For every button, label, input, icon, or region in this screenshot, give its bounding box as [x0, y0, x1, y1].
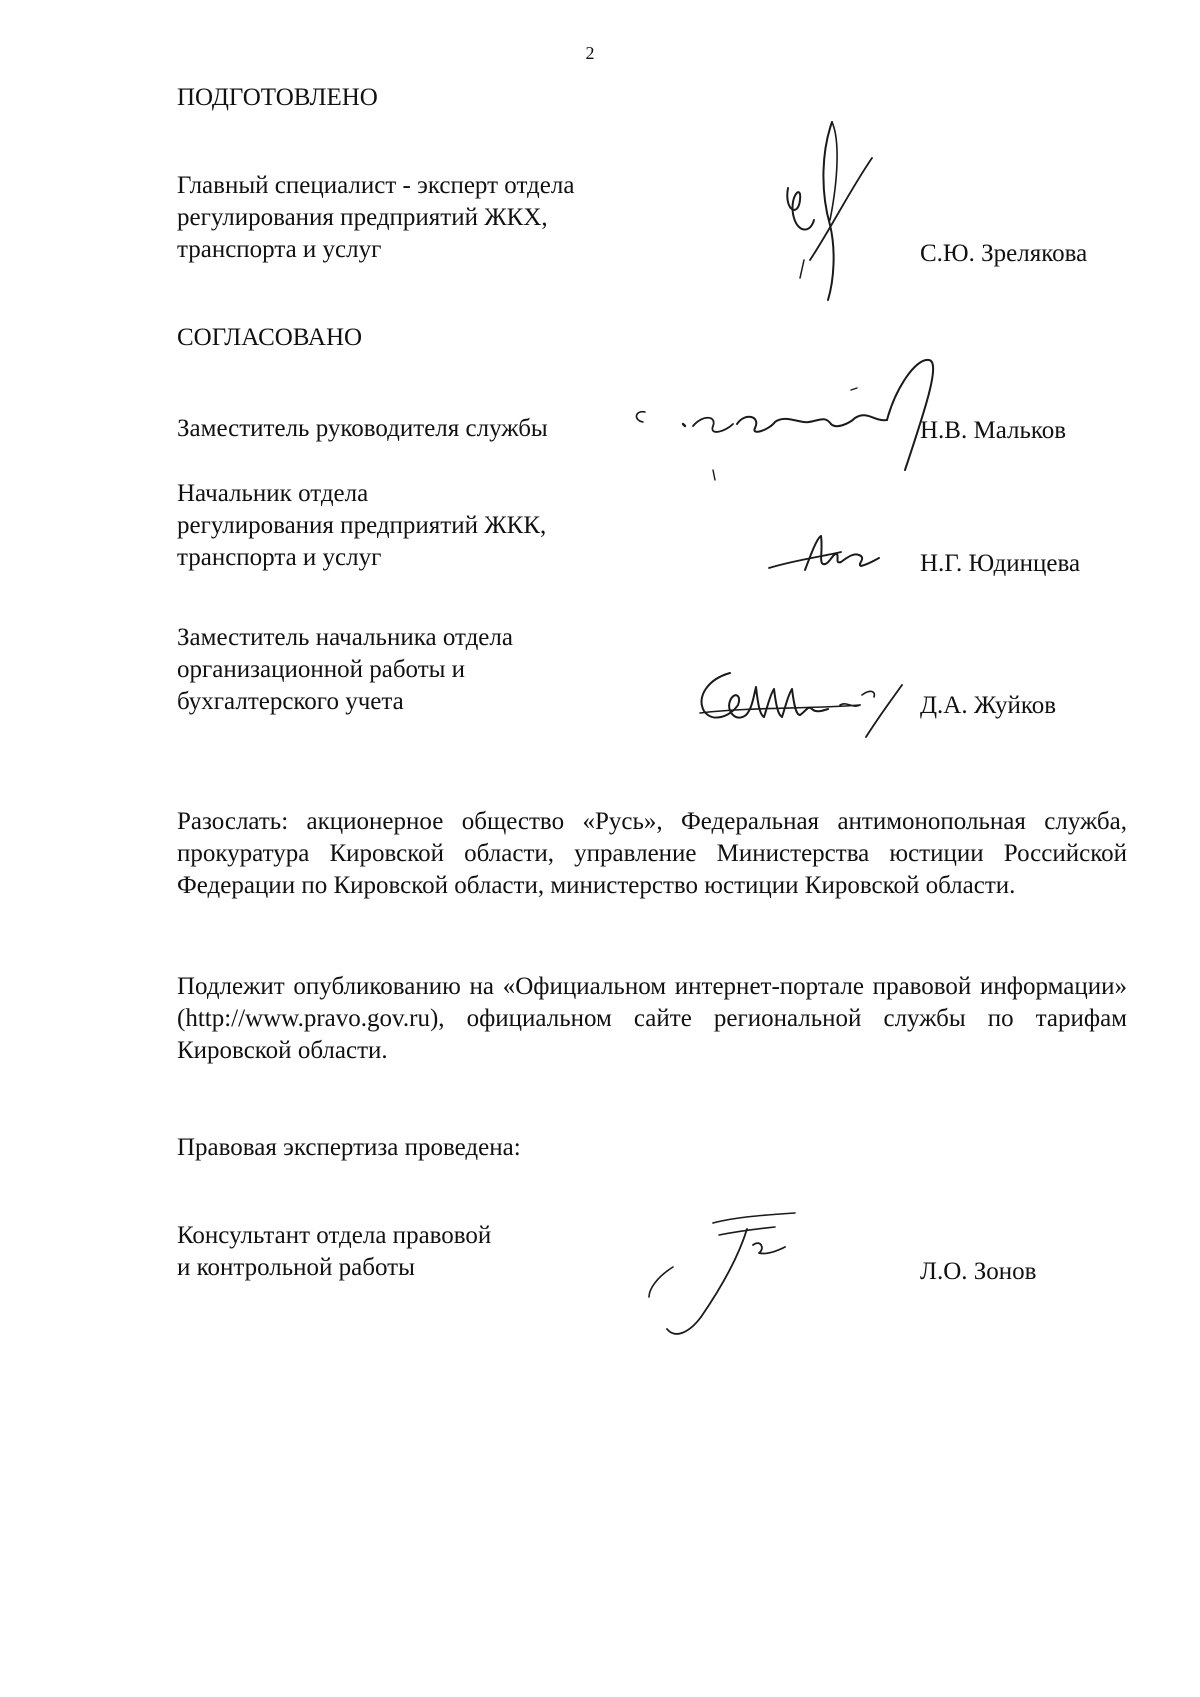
prepared-heading: ПОДГОТОВЛЕНО: [177, 84, 378, 111]
prepared-position-line-3: транспорта и услуг: [177, 236, 382, 263]
legal-review-position-line-2: и контрольной работы: [177, 1254, 415, 1281]
agreed-signatory-2-position-line-3: транспорта и услуг: [177, 544, 382, 571]
prepared-position-line-1: Главный специалист - эксперт отдела: [177, 172, 575, 199]
agreed-signatory-1-name: Н.В. Мальков: [920, 417, 1067, 444]
publication-paragraph: Подлежит опубликованию на «Официальном интернет-портале правовой информации» (http://www.pravo.gov.ru), официальном сайте региональной службы по тарифам Кировской области.: [177, 973, 1127, 1064]
agreed-signatory-1-position: Заместитель руководителя службы: [177, 415, 548, 442]
page-number: 2: [585, 43, 595, 63]
agreed-heading: СОГЛАСОВАНО: [177, 324, 363, 351]
agreed-signatory-3-position-line-1: Заместитель начальника отдела: [177, 624, 513, 651]
signature-zhuikov: [690, 665, 905, 745]
agreed-signatory-2-position-line-2: регулирования предприятий ЖКК,: [177, 512, 547, 539]
prepared-position-line-2: регулирования предприятий ЖКХ,: [177, 204, 548, 231]
prepared-signatory-name: С.Ю. Зрелякова: [920, 240, 1088, 267]
signature-zrelyakova: [770, 110, 880, 310]
signature-malkov: [625, 350, 955, 490]
agreed-signatory-3-name: Д.А. Жуйков: [920, 692, 1057, 719]
agreed-signatory-2-position-line-1: Начальник отдела: [177, 480, 369, 507]
legal-review-signatory-name: Л.О. Зонов: [920, 1258, 1037, 1285]
legal-review-position-line-1: Консультант отдела правовой: [177, 1222, 492, 1249]
agreed-signatory-3-position-line-3: бухгалтерского учета: [177, 688, 404, 715]
agreed-signatory-3-position-line-2: организационной работы и: [177, 656, 466, 683]
signature-zonov: [635, 1205, 815, 1345]
agreed-signatory-2-name: Н.Г. Юдинцева: [920, 550, 1081, 577]
signature-yudintseva: [765, 530, 885, 580]
distribution-paragraph: Разослать: акционерное общество «Русь», Федеральная антимонопольная служба, прокуратура Кировской области, управление Министерства юстиции Российской Федерации по Кировской области, министерство юстиции Кировской области.: [177, 808, 1127, 899]
legal-review-heading: Правовая экспертиза проведена:: [177, 1134, 521, 1161]
